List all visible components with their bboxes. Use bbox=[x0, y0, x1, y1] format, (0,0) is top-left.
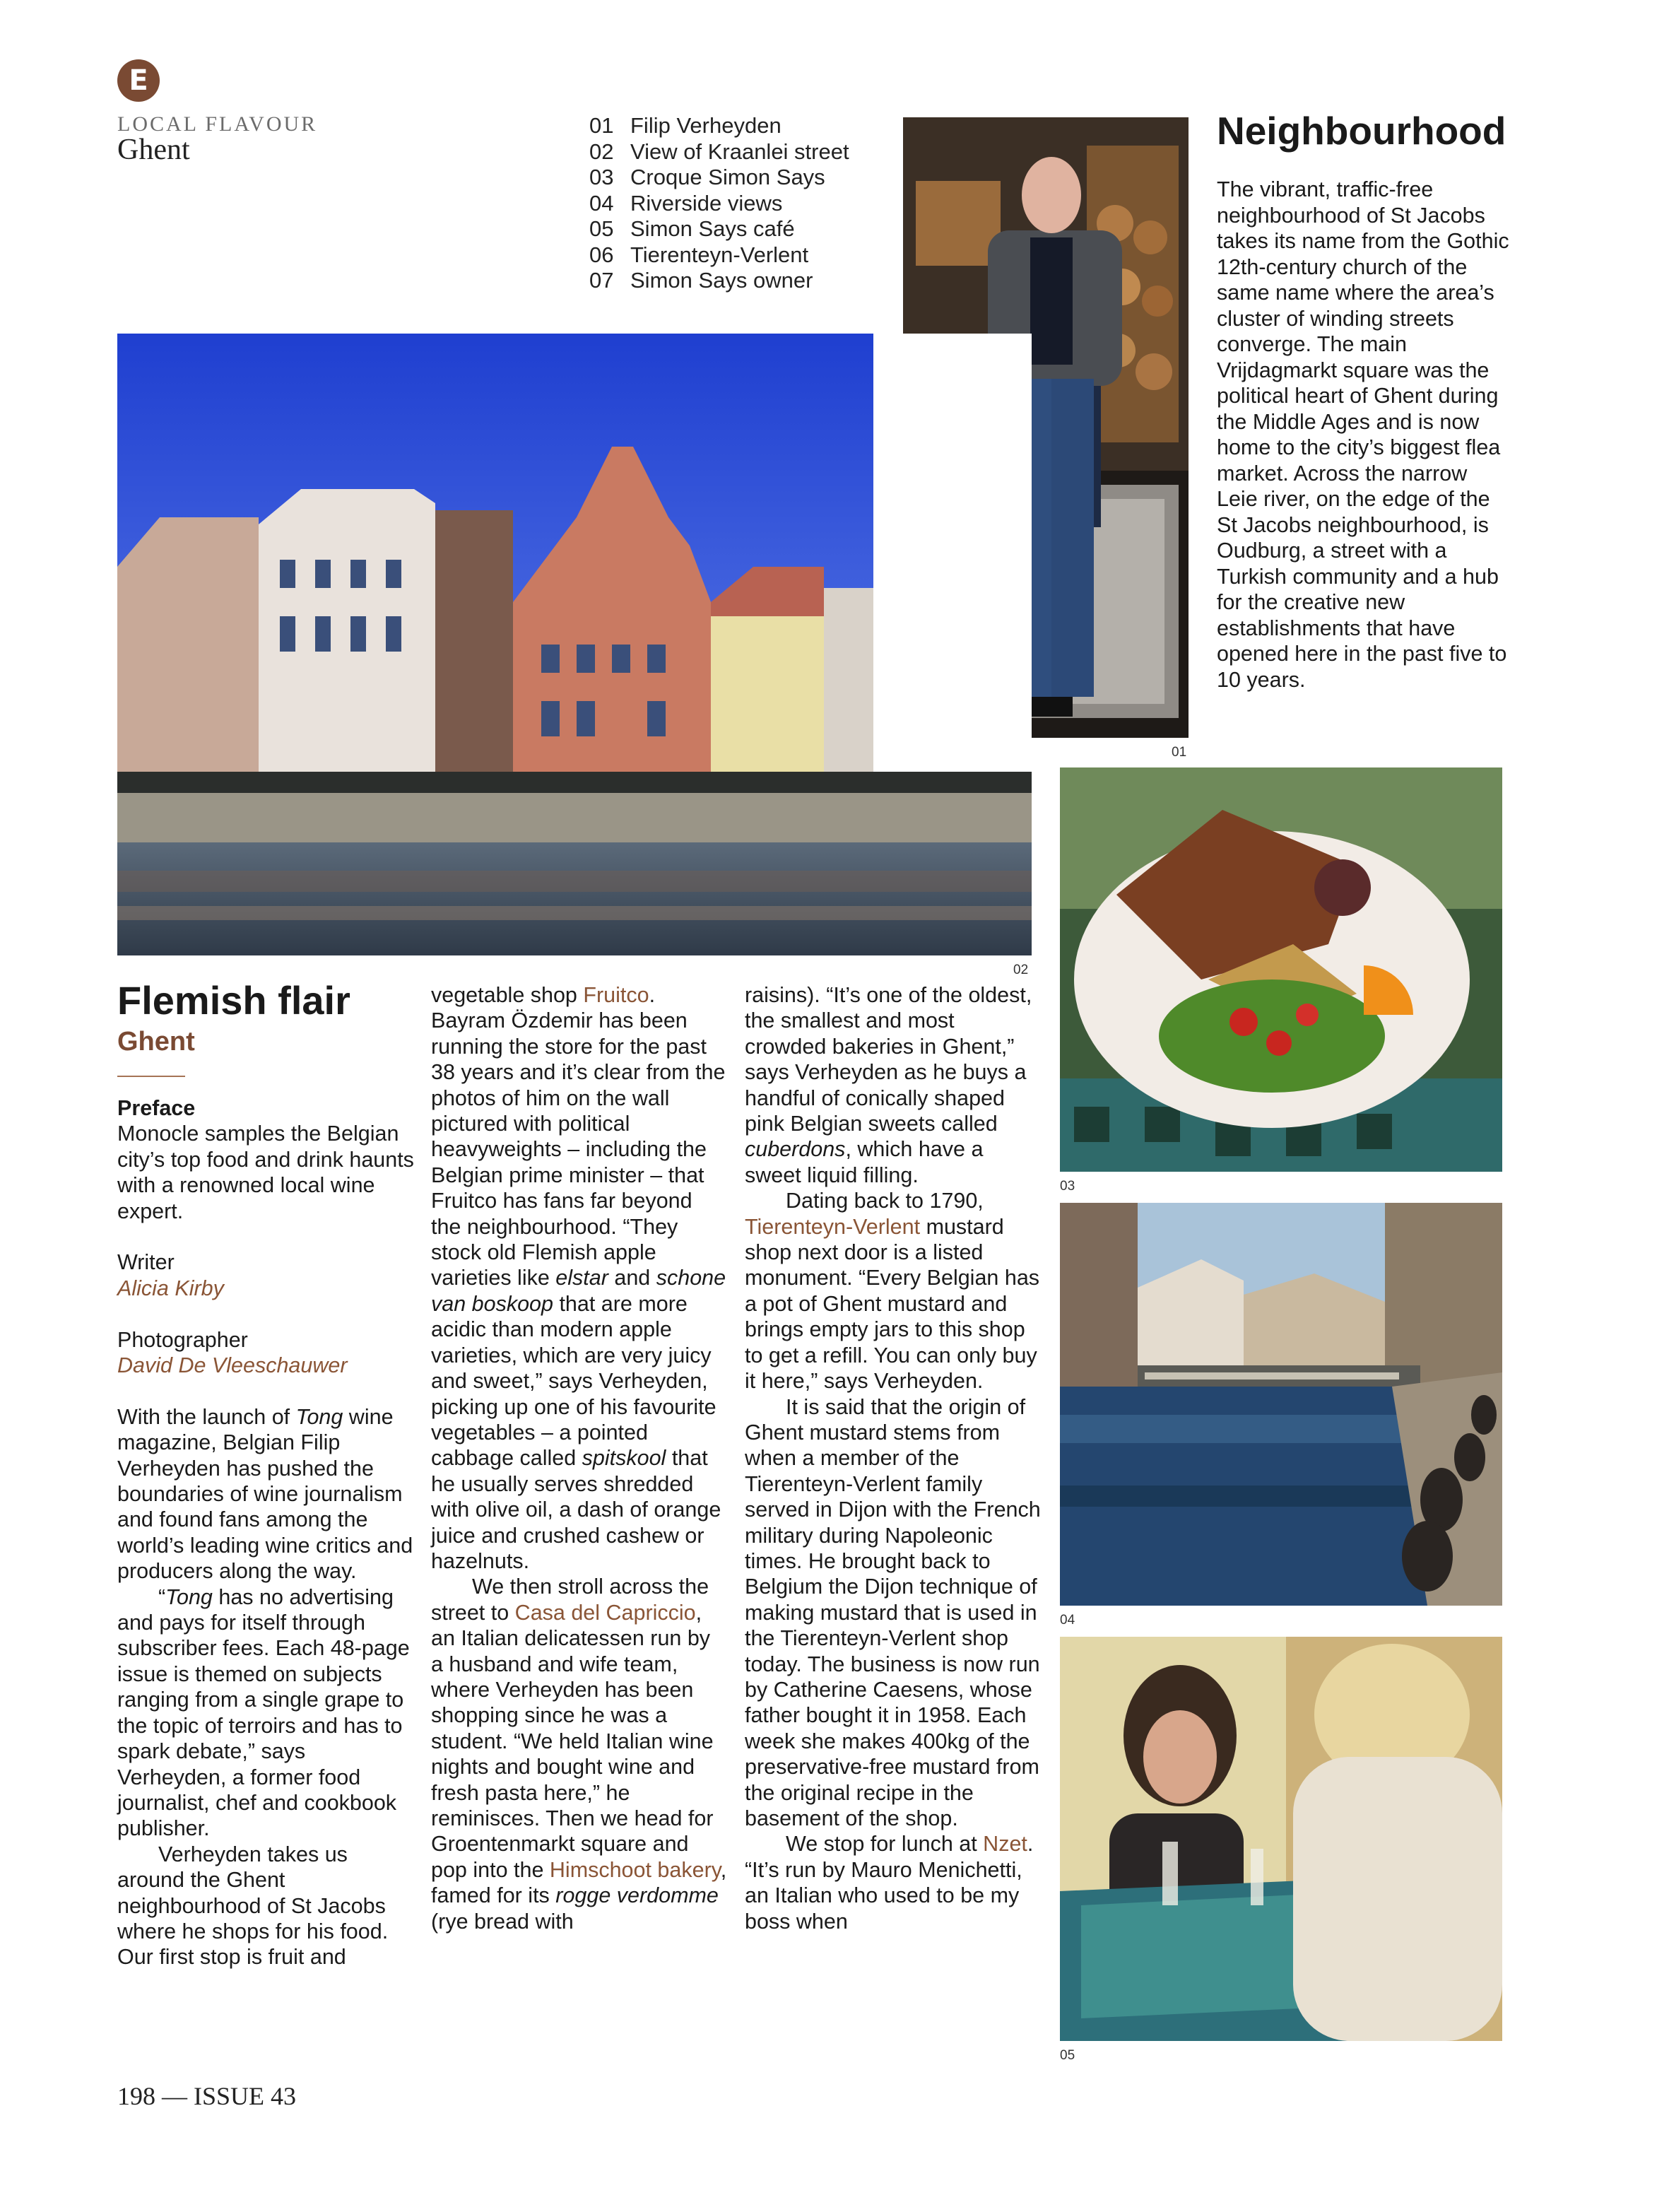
caption-list bbox=[589, 113, 886, 294]
caption-item: 06 Tierenteyn-Verlent bbox=[589, 242, 809, 267]
writer-name: Alicia Kirby bbox=[117, 1276, 224, 1300]
section-kicker: LOCAL FLAVOUR bbox=[117, 112, 318, 136]
caption-item: 02 View of Kraanlei street bbox=[589, 139, 849, 164]
article-title: Flemish flair bbox=[117, 978, 350, 1023]
link-nzet[interactable]: Nzet bbox=[983, 1832, 1027, 1857]
photo-kraanlei-street bbox=[117, 334, 1032, 955]
body-paragraph: vegetable shop Fruitco. Bayram Özdemir has been running the store for the past 38 years and it’s clear from the photos of him on the wall pictured with political heavyweights – including the Belgian prime minister – that Fruitco has fans far beyond the neighbourhood. “They stock old Flemish apple varieties like elstar and schone van boskoop that are more acidic than modern apple varieties, which are very juicy and sweet,” says Verheyden, picking up one of his favourite vegetables – a pointed cabbage called spitskool that he usually serves shredded with olive oil, a dash of orange juice and crushed cashew or hazelnuts. bbox=[431, 983, 726, 1573]
body-paragraph: Dating back to 1790, Tierenteyn-Verlent mustard shop next door is a listed monument. “Every Belgian has a pot of Ghent mustard and brings empty jars to this shop to get a refill. You can only buy it here,” says Verheyden. bbox=[745, 1189, 1040, 1394]
article-subtitle: Ghent bbox=[117, 1027, 195, 1057]
photo-number: 02 bbox=[1013, 963, 1029, 977]
page-folio: 198 — ISSUE 43 bbox=[117, 2082, 297, 2110]
caption-item: 07 Simon Says owner bbox=[589, 268, 813, 293]
link-tierenteyn-verlent[interactable]: Tierenteyn-Verlent bbox=[745, 1214, 921, 1239]
body-paragraph: With the launch of Tong wine magazine, Belgian Filip Verheyden has pushed the boundaries of wine journalism and found fans among the world’s leading wine critics and producers along the way. bbox=[117, 1404, 413, 1584]
article-column-2 bbox=[431, 982, 728, 1934]
photographer-name: David De Vleeschauwer bbox=[117, 1353, 348, 1378]
writer-label: Writer bbox=[117, 1250, 175, 1275]
photo-croque-simon-says bbox=[1060, 767, 1502, 1172]
link-himschoot-bakery[interactable]: Himschoot bakery bbox=[549, 1857, 721, 1882]
photo-number: 01 bbox=[1172, 745, 1187, 760]
photographer-label: Photographer bbox=[117, 1327, 248, 1352]
section-city: Ghent bbox=[117, 134, 190, 166]
body-paragraph: We stop for lunch at Nzet. “It’s run by Mauro Menichetti, an Italian who used to be my boss when bbox=[745, 1832, 1034, 1934]
neighbourhood-title: Neighbourhood bbox=[1217, 109, 1506, 153]
body-paragraph: We then stroll across the street to Casa del Capriccio, an Italian delicatessen run by a husband and wife team, where Verheyden has been shopping since he was a student. “We held Italian wine nights and bought wine and fresh pasta here,” he reminisces. Then we head for Groentenmarkt square and pop into the Himschoot bakery, famed for its rogge verdomme (rye bread with bbox=[431, 1575, 727, 1934]
title-divider bbox=[117, 1076, 185, 1077]
article-column-1 bbox=[117, 1095, 414, 1970]
body-paragraph: Verheyden takes us around the Ghent neighbourhood of St Jacobs where he shops for his food. Our first stop is fruit and bbox=[117, 1842, 389, 1970]
caption-item: 01 Filip Verheyden bbox=[589, 113, 782, 138]
neighbourhood-body: The vibrant, traffic-free neighbourhood of St Jacobs takes its name from the Gothic 12th-century church of the same name where the area’s cluster of winding streets converge. The main Vrijdagmarkt square was the political heart of Ghent during the Middle Ages and is now home to the city’s biggest flea market. Across the narrow Leie river, on the edge of the St Jacobs neighbourhood, is Oudburg, a street with a Turkish community and a hub for the creative new establishments that have opened here in the past five to 10 years. bbox=[1217, 177, 1509, 692]
caption-item: 03 Croque Simon Says bbox=[589, 165, 825, 189]
photo-riverside-views bbox=[1060, 1203, 1502, 1606]
body-paragraph: raisins). “It’s one of the oldest, the smallest and most crowded bakeries in Ghent,” says Verheyden as he buys a handful of conically shaped pink Belgian sweets called cuberdons, which have a sweet liquid filling. bbox=[745, 983, 1032, 1187]
link-fruitco[interactable]: Fruitco bbox=[583, 983, 649, 1007]
caption-item: 05 Simon Says café bbox=[589, 216, 795, 241]
link-casa-del-capriccio[interactable]: Casa del Capriccio bbox=[514, 1600, 696, 1625]
preface-label: Preface bbox=[117, 1096, 196, 1120]
article-column-3 bbox=[745, 982, 1042, 1934]
section-badge: E bbox=[117, 59, 160, 102]
photo-number: 04 bbox=[1060, 1613, 1075, 1628]
photo-number: 03 bbox=[1060, 1179, 1075, 1194]
photo-number: 05 bbox=[1060, 2048, 1075, 2063]
body-paragraph: It is said that the origin of Ghent mustard stems from when a member of the Tierenteyn-Verlent family served in Dijon with the French military during Napoleonic times. He brought back to Belgium the Dijon technique of making mustard that is used in the Tierenteyn-Verlent shop today. The business is now run by Catherine Caesens, whose father bought it in 1958. Each week she makes 400kg of the preservative-free mustard from the original recipe in the basement of the shop. bbox=[745, 1394, 1041, 1830]
photo-simon-says-cafe bbox=[1060, 1637, 1502, 2041]
body-paragraph: “Tong has no advertising and pays for itself through subscriber fees. Each 48-page issue is themed on subjects ranging from a single grape to the topic of terroirs and has to spark debate,” says Verheyden, a former food journalist, chef and cookbook publisher. bbox=[117, 1584, 410, 1841]
caption-item: 04 Riverside views bbox=[589, 190, 783, 216]
preface-text: Monocle samples the Belgian city’s top food and drink haunts with a renowned local wine expert. bbox=[117, 1122, 414, 1223]
